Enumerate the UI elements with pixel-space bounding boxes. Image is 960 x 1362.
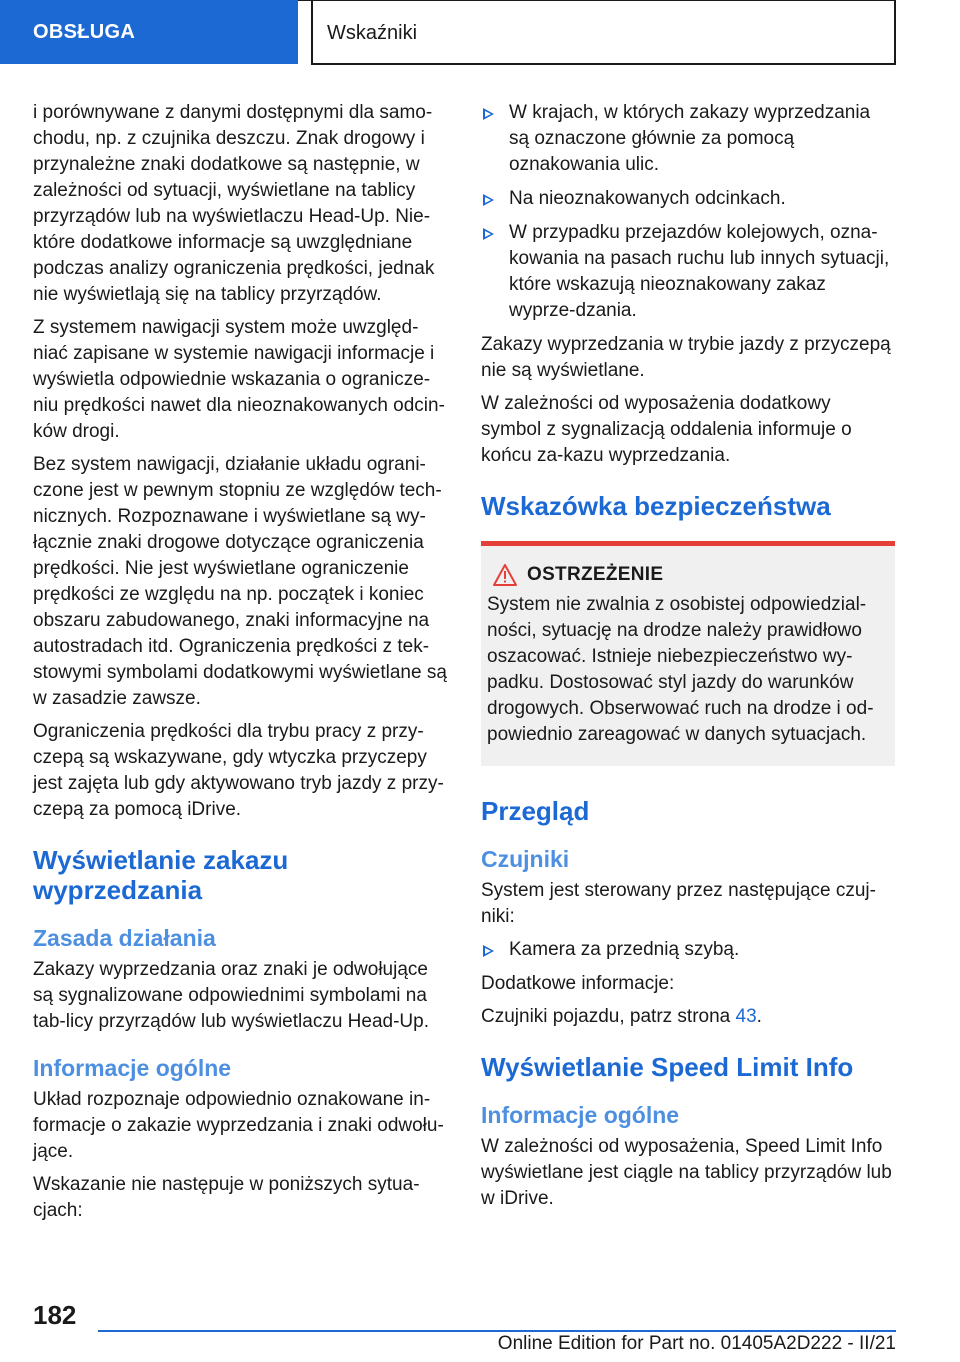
paragraph: Z systemem nawigacji system może uwzględ-niać zapisane w systemie nawigacji informacje i wyświetla odpowiednie wskazania o ogranicze-niu prędkości nawet dla nieoznakowanych odcin-ków drogi.: [33, 317, 445, 442]
warning-text: System nie zwalnia z osobistej odpowiedzial-ności, sytuację na drodze należy prawidłowo oszacować. Istnieje niebezpieczeństwo wy-padku. Dostosować styl jazdy do warunków drogowych. Obserwować ruch na drodze i od-powiednio zareagować w danych sytuacjach.: [487, 594, 874, 745]
warning-title: OSTRZEŻENIE: [527, 564, 664, 585]
paragraph-with-link: Czujniki pojazdu, patrz strona 43.: [481, 1006, 762, 1027]
exception-list: [481, 100, 895, 324]
chapter-tab: [0, 0, 298, 64]
warning-triangle-icon: [493, 564, 517, 586]
chapter-title: OBSŁUGA: [33, 20, 136, 43]
page-reference-link[interactable]: 43: [735, 1006, 757, 1027]
sensor-list: [481, 937, 895, 963]
triangle-bullet-icon: [483, 945, 494, 957]
heading-principle: Zasada działania: [33, 925, 216, 951]
list-item: Na nieoznakowanych odcinkach.: [481, 186, 895, 212]
paragraph: W zależności od wyposażenia dodatkowy symbol z sygnalizacją oddalenia informuje o końcu za-kazu wyprzedzania.: [481, 393, 852, 466]
header-rule: [298, 0, 896, 1]
heading-safety: Wskazówka bezpieczeństwa: [481, 491, 831, 521]
triangle-bullet-icon: [483, 194, 494, 206]
heading-general-info-2: Informacje ogólne: [481, 1102, 680, 1128]
section-title: Wskaźniki: [327, 22, 418, 44]
edition-text: Online Edition for Part no. 01405A2D222 - II/21: [497, 1333, 896, 1354]
page-number: 182: [33, 1300, 77, 1330]
header-underline: [311, 63, 896, 65]
triangle-bullet-icon: [483, 108, 494, 120]
left-column: [33, 100, 451, 1231]
paragraph: Wskazanie nie następuje w poniższych sytua-cjach:: [33, 1174, 420, 1221]
warning-box: [481, 541, 895, 766]
warning-header: [487, 564, 887, 586]
list-item: Kamera za przednią szybą.: [481, 937, 895, 963]
paragraph: System jest sterowany przez następujące czuj-niki:: [481, 880, 876, 927]
paragraph: Zakazy wyprzedzania w trybie jazdy z przyczepą nie są wyświetlane.: [481, 334, 891, 381]
paragraph: Ograniczenia prędkości dla trybu pracy z przy-czepą są wskazywane, gdy wtyczka przyczepy jest zajęta lub gdy aktywowano tryb jazdy z przy-czepą za pomocą iDrive.: [33, 721, 444, 820]
footer-rule: [98, 1330, 896, 1332]
list-item: W krajach, w których zakazy wyprzedzania są oznaczone głównie za pomocą oznakowania ulic.: [481, 100, 895, 178]
list-item: W przypadku przejazdów kolejowych, ozna-kowania na pasach ruchu lub innych sytuacji, które wskazują nieoznakowany zakaz wyprze-dzania.: [481, 220, 895, 324]
heading-overview: Przegląd: [481, 796, 590, 826]
paragraph: W zależności od wyposażenia, Speed Limit Info wyświetlane jest ciągle na tablicy przyrządów lub w iDrive.: [481, 1136, 892, 1209]
paragraph: i porównywane z danymi dostępnymi dla samo-chodu, np. z czujnika deszczu. Znak drogowy i przynależne znaki dodatkowe są następnie, w zależności od sytuacji, wyświetlane na tablicy przyrządów lub na wyświetlaczu Head-Up. Nie-które dodatkowe informacje są uwzględniane podczas analizy ograniczenia prędkości, jednak nie wyświetlają się na tablicy przyrządów.: [33, 102, 435, 305]
paragraph: Zakazy wyprzedzania oraz znaki je odwołujące są sygnalizowane odpowiednimi symbolami na tab-licy przyrządów lub wyświetlaczu Head-Up.: [33, 959, 429, 1032]
paragraph: Bez system nawigacji, działanie układu ograni-czone jest w pewnym stopniu ze względów tech-nicznych. Rozpoznawane i wyświetlane są wy-łącznie znaki drogowe dotyczące ograniczenia prędkości. Nie jest wyświetlane ograniczenie prędkości ze względu na np. początek i koniec obszaru zabudowanego, znaki informacyjne na autostradach itd. Ograniczenia prędkości z tek-stowymi symbolami dodatkowymi wyświetlane są w zasadzie zawsze.: [33, 454, 447, 709]
header-divider-right: [894, 0, 896, 64]
header-divider: [311, 0, 313, 64]
triangle-bullet-icon: [483, 228, 494, 240]
paragraph: Układ rozpoznaje odpowiednio oznakowane in-formacje o zakazie wyprzedzania i znaki odwołu-jące.: [33, 1089, 444, 1162]
paragraph: Dodatkowe informacje:: [481, 973, 675, 994]
heading-speed-limit-info: Wyświetlanie Speed Limit Info: [481, 1052, 854, 1082]
heading-sensors: Czujniki: [481, 846, 570, 872]
heading-general-info: Informacje ogólne: [33, 1055, 232, 1081]
heading-overtaking-display: Wyświetlanie zakazu wyprzedzania: [33, 845, 289, 905]
right-column: [481, 100, 895, 1219]
